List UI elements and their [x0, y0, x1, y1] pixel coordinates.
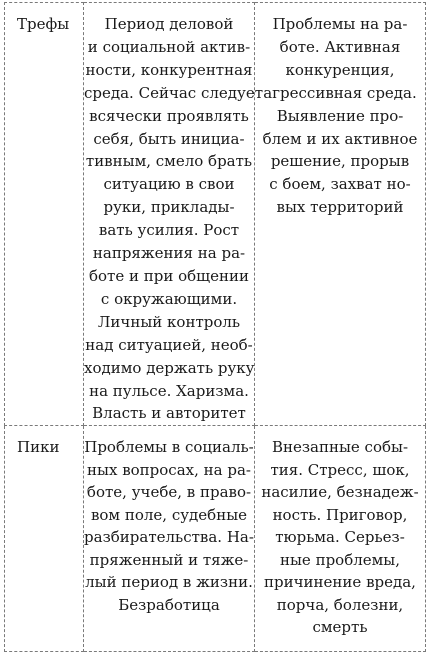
text-line: на пульсе. Харизма.	[89, 381, 249, 400]
text-line: Внезапные собы-	[271, 438, 409, 457]
text-line: пряженный и тяже-	[89, 550, 249, 569]
description-text	[84, 3, 264, 425]
text-line: ности, конкурентная	[85, 60, 253, 79]
text-line: себя, быть инициа-	[93, 129, 245, 148]
text-line: боте и при общении	[88, 266, 249, 285]
text-line: с окружающими.	[100, 289, 238, 308]
text-line: вать усилия. Рост	[98, 221, 240, 240]
problems-cell	[255, 426, 426, 652]
text-line: агрессивная среда.	[263, 83, 417, 102]
description-cell	[84, 3, 264, 426]
problems-cell	[255, 3, 426, 426]
suit-cell	[5, 3, 84, 426]
text-line: напряжения на ра-	[92, 244, 246, 263]
text-line: Период деловой	[104, 15, 234, 33]
suit-label: Пики	[17, 438, 60, 457]
text-line: Власть и авторитет	[92, 404, 246, 423]
text-line: Выявление про-	[276, 106, 404, 125]
text-line: насилие, безнадеж-	[261, 483, 419, 502]
text-line: руки, приклады-	[103, 198, 235, 217]
text-line: и социальной актив-	[87, 37, 251, 56]
text-line: лый период в жизни.	[85, 573, 253, 592]
suit-cell	[5, 426, 84, 652]
text-line: вых территорий	[276, 198, 404, 217]
text-line: ных вопросах, на ра-	[87, 460, 251, 479]
text-line: над ситуацией, необ-	[85, 335, 253, 354]
text-line: среда. Сейчас следует	[84, 83, 264, 102]
text-line: всячески проявлять	[89, 106, 249, 125]
text-line: Личный контроль	[97, 312, 241, 331]
description-text	[84, 426, 254, 616]
text-line: Проблемы на ра-	[272, 15, 408, 33]
table-row-clubs	[5, 3, 426, 426]
text-line: тия. Стресс, шок,	[270, 460, 410, 479]
text-line: причинение вреда,	[264, 573, 416, 592]
problems-text	[255, 3, 425, 219]
text-line: ные проблемы,	[279, 550, 401, 569]
text-line: с боем, захват но-	[269, 175, 411, 194]
text-line: ситуацию в свои	[103, 175, 235, 194]
text-line: вом поле, судебные	[90, 505, 248, 524]
problems-text	[255, 426, 425, 639]
text-line: боте, учебе, в право-	[86, 483, 252, 502]
meanings-table	[4, 2, 426, 652]
text-line: конкуренция,	[285, 60, 395, 79]
suit-label: Трефы	[17, 15, 70, 33]
text-line: порча, болезни,	[276, 595, 404, 614]
text-line: смерть	[312, 618, 368, 637]
text-line: ность. Приговор,	[272, 505, 408, 524]
text-line: боте. Активная	[279, 37, 401, 56]
description-cell	[84, 426, 255, 652]
text-line: тюрьма. Серьез-	[275, 528, 405, 547]
text-line: ходимо держать руку	[84, 358, 255, 377]
text-line: блем и их активное	[262, 129, 418, 148]
table-row-spades	[5, 426, 426, 652]
text-line: Безработица	[118, 595, 220, 614]
text-line: Проблемы в социаль-	[84, 438, 254, 457]
text-line: решение, прорыв	[270, 152, 410, 171]
text-line: разбирательства. На-	[84, 528, 254, 547]
text-line: тивным, смело брать	[85, 152, 253, 171]
